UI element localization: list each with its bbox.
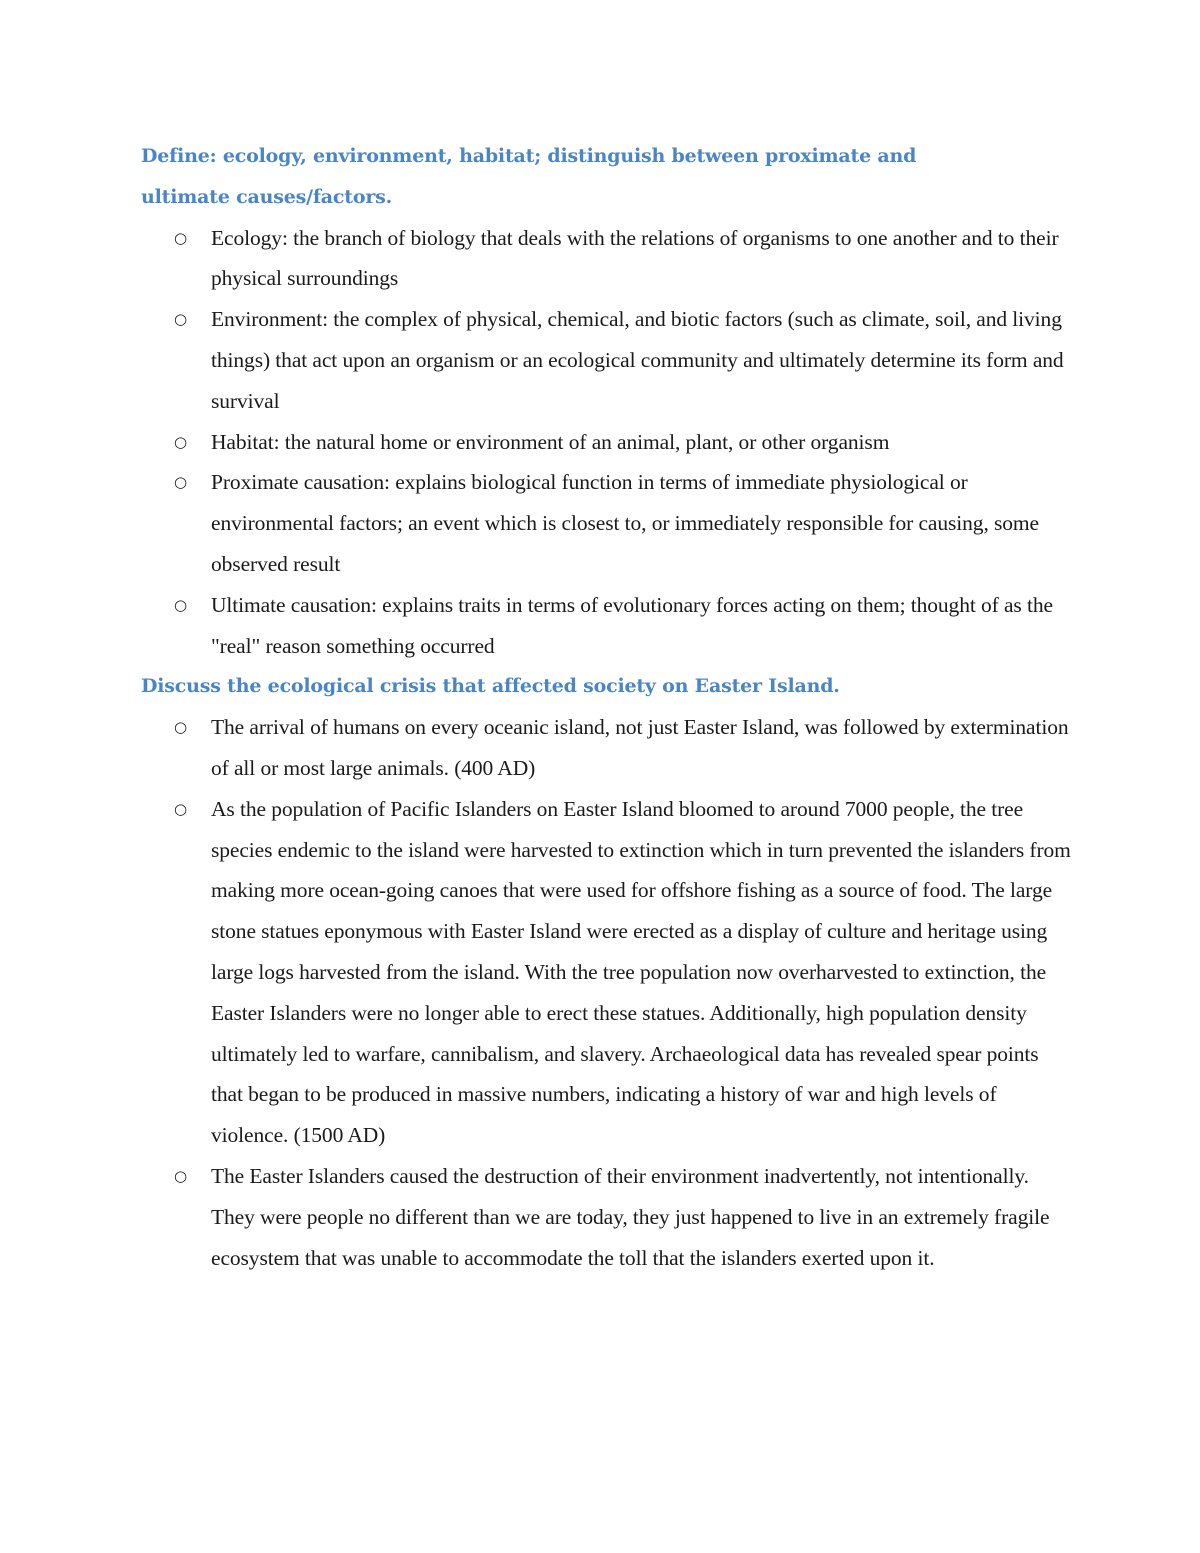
list-item-proximate-causation	[141, 462, 1071, 584]
section-heading-definitions	[141, 136, 1071, 218]
list-item	[141, 1156, 1071, 1278]
heading-line: ultimate causes/factors.	[141, 185, 393, 208]
circle-bullet-icon: ○	[174, 718, 187, 737]
circle-bullet-icon: ○	[174, 228, 187, 247]
circle-bullet-icon: ○	[174, 595, 187, 614]
list-item-habitat	[141, 422, 1071, 463]
list-item-text: The Easter Islanders caused the destruction of their environment inadvertently, not intentionally. They were people no different than we are today, they just happened to live in an extremely fragile ecosystem that was unable to accommodate the toll that the islanders exerted upon it.	[211, 1163, 1050, 1270]
circle-bullet-icon: ○	[174, 432, 187, 451]
list-item-environment	[141, 299, 1071, 421]
list-item-text: As the population of Pacific Islanders on Easter Island bloomed to around 7000 people, the tree species endemic to the island were harvested to extinction which in turn prevented the islanders from making more ocean-going canoes that were used for offshore fishing as a source of food. The large stone statues eponymous with Easter Island were erected as a display of culture and heritage using large logs harvested from the island. With the tree population now overharvested to extinction, the Easter Islanders were no longer able to erect these statues. Additionally, high population density ultimately led to warfare, cannibalism, and slavery. Archaeological data has revealed spear points that began to be produced in massive numbers, indicating a history of war and high levels of violence. (1500 AD)	[211, 796, 1071, 1148]
list-item-text: Ultimate causation: explains traits in terms of evolutionary forces acting on them; thought of as the "real" reason something occurred	[211, 592, 1053, 658]
document-page	[141, 136, 1071, 1278]
circle-bullet-icon: ○	[174, 799, 187, 818]
circle-bullet-icon: ○	[174, 1166, 187, 1185]
list-item-text: The arrival of humans on every oceanic island, not just Easter Island, was followed by extermination of all or most large animals. (400 AD)	[211, 715, 1069, 780]
circle-bullet-icon: ○	[174, 310, 187, 329]
list-item-text: Proximate causation: explains biological function in terms of immediate physiological or environmental factors; an event which is closest to, or immediately responsible for causing, some observed result	[211, 470, 1039, 576]
heading-line: Discuss the ecological crisis that affected society on Easter Island.	[141, 675, 840, 698]
heading-line: Define: ecology, environment, habitat; distinguish between proximate and	[141, 145, 917, 167]
circle-bullet-icon: ○	[174, 473, 187, 492]
list-item-ultimate-causation	[141, 585, 1071, 667]
list-item	[141, 707, 1071, 789]
list-item	[141, 789, 1071, 1156]
section-heading-easter-island	[141, 666, 1071, 707]
list-item-ecology	[141, 218, 1071, 300]
definitions-list	[141, 218, 1071, 667]
list-item-text: Habitat: the natural home or environment of an animal, plant, or other organism	[211, 429, 890, 454]
list-item-text: Environment: the complex of physical, chemical, and biotic factors (such as climate, soil, and living things) that act upon an organism or an ecological community and ultimately determine its form and survival	[211, 307, 1064, 413]
list-item-text: Ecology: the branch of biology that deals with the relations of organisms to one another and to their physical surroundings	[211, 225, 1059, 291]
easter-island-list	[141, 707, 1071, 1278]
